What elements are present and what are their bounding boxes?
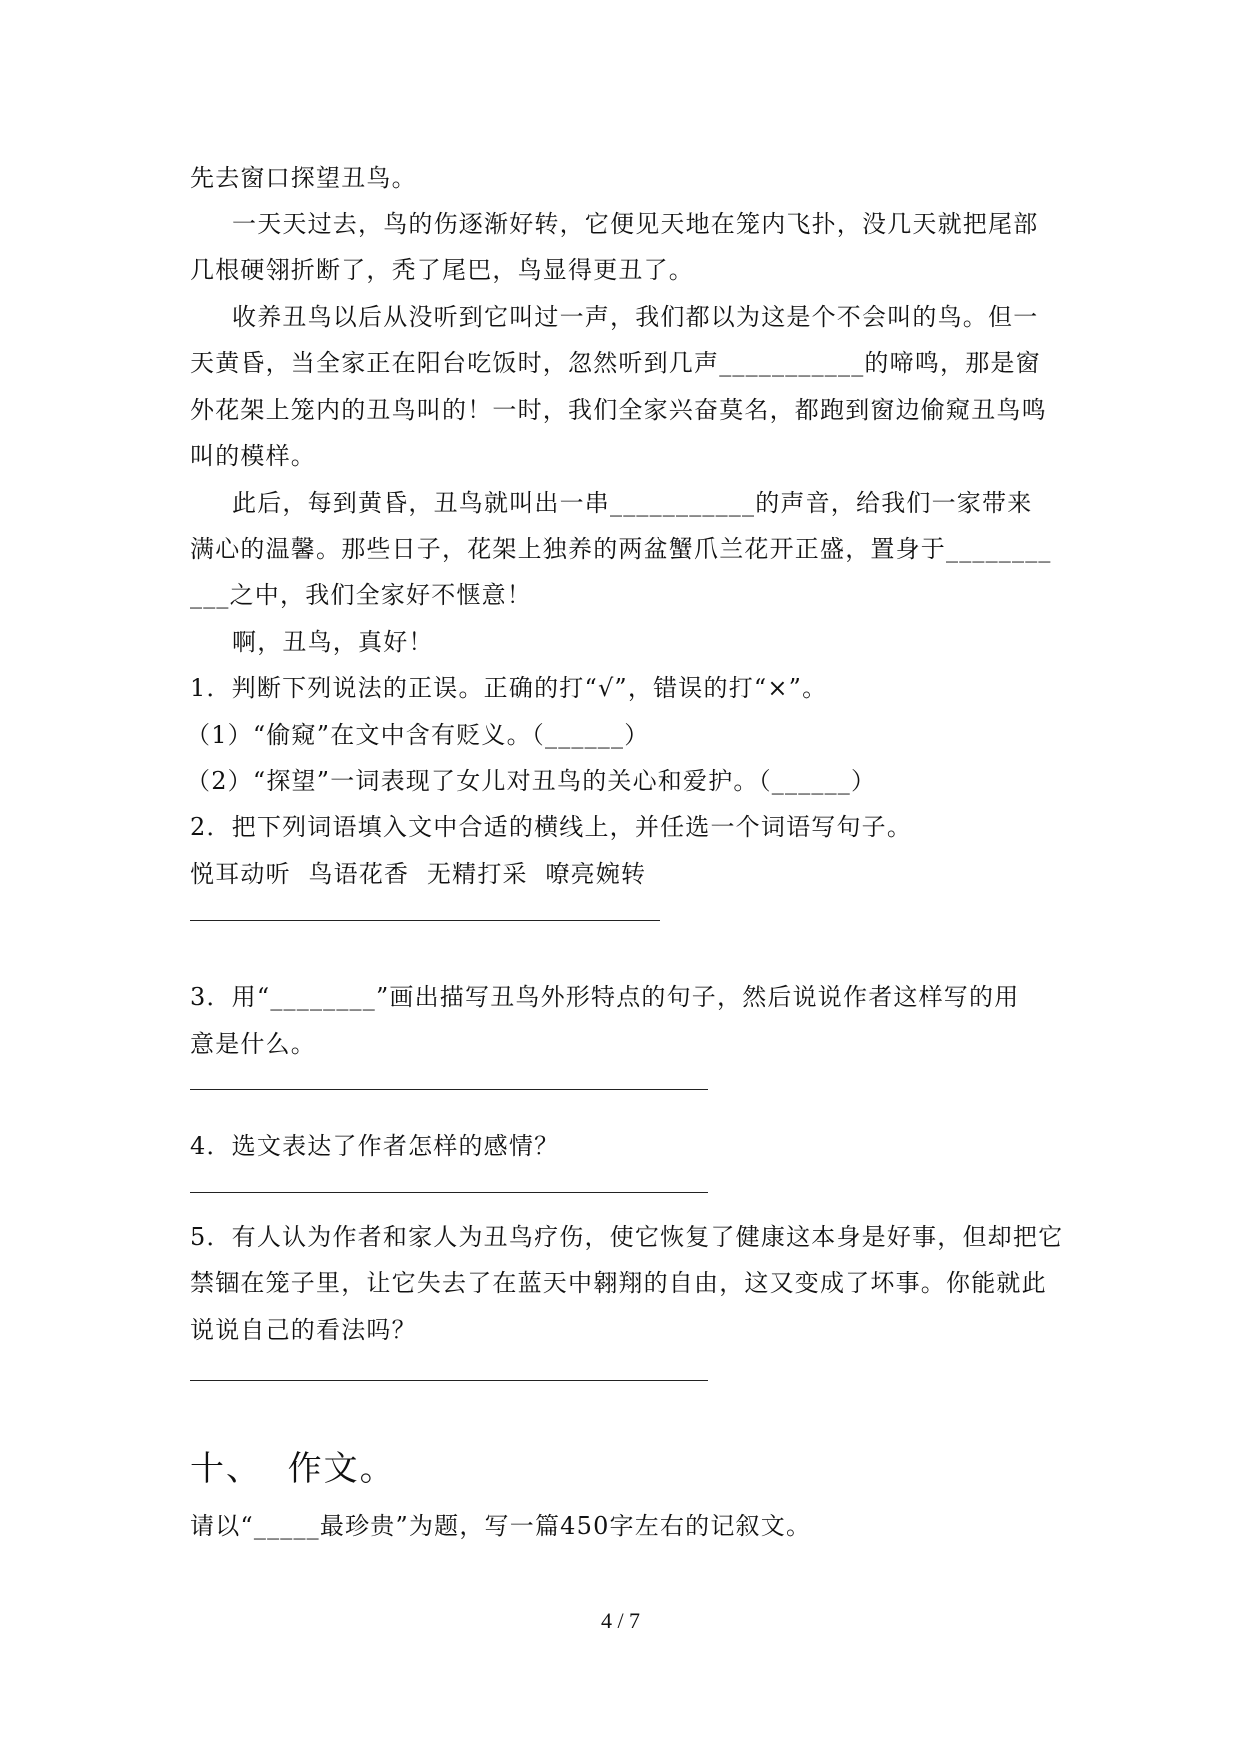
question-4: 4．选文表达了作者怎样的感情？: [190, 1132, 560, 1160]
passage-line: 啊，丑鸟，真好！: [232, 628, 434, 656]
passage-line: 满心的温馨。那些日子，花架上独养的两盆蟹爪兰花开正盛，置身于________: [190, 535, 1052, 563]
page-number: 4 / 7: [600, 1608, 641, 1633]
composition-prompt: 请以“_____最珍贵”为题，写一篇450字左右的记叙文。: [190, 1512, 812, 1540]
question-5-line-3: 说说自己的看法吗？: [190, 1316, 417, 1344]
passage-line: ___之中，我们全家好不惬意！: [190, 581, 532, 609]
answer-line[interactable]: [190, 1192, 708, 1193]
question-5-line-2: 禁锢在笼子里，让它失去了在蓝天中翱翔的自由，这又变成了坏事。你能就此: [190, 1269, 1047, 1297]
answer-line[interactable]: [190, 920, 660, 921]
question-3-line-2: 意是什么。: [190, 1030, 316, 1058]
word-bank: 悦耳动听 鸟语花香 无精打采 嘹亮婉转: [190, 860, 647, 888]
passage-line: 外花架上笼内的丑鸟叫的！一时，我们全家兴奋莫名，都跑到窗边偷窥丑鸟鸣: [190, 396, 1047, 424]
answer-line[interactable]: [190, 1380, 708, 1381]
answer-line[interactable]: [190, 1089, 708, 1090]
question-1-item-1: （1）“偷窥”在文中含有贬义。（______）: [186, 721, 650, 749]
passage-line: 天黄昏，当全家正在阳台吃饭时，忽然听到几声___________的啼鸣，那是窗: [190, 349, 1041, 377]
passage-line: 叫的模样。: [190, 442, 316, 470]
question-3: 3．用“________”画出描写丑鸟外形特点的句子，然后说说作者这样写的用: [190, 983, 1020, 1011]
question-1: 1．判断下列说法的正误。正确的打“√”，错误的打“×”。: [190, 674, 828, 702]
question-1-item-2: （2）“探望”一词表现了女儿对丑鸟的关心和爱护。（______）: [186, 767, 877, 795]
passage-line: 几根硬翎折断了，秃了尾巴，鸟显得更丑了。: [190, 256, 694, 284]
passage-line: 收养丑鸟以后从没听到它叫过一声，我们都以为这是个不会叫的鸟。但一: [232, 303, 1039, 331]
question-5: 5．有人认为作者和家人为丑鸟疗伤，使它恢复了健康这本身是好事，但却把它: [190, 1223, 1064, 1251]
passage-line: 先去窗口探望丑鸟。: [190, 164, 417, 192]
passage-line: 一天天过去，鸟的伤逐渐好转，它便见天地在笼内飞扑，没几天就把尾部: [232, 210, 1039, 238]
question-2: 2．把下列词语填入文中合适的横线上，并任选一个词语写句子。: [190, 813, 913, 841]
section-heading: 十、 作文。: [190, 1449, 396, 1489]
passage-line: 此后，每到黄昏，丑鸟就叫出一串___________的声音，给我们一家带来: [232, 489, 1033, 517]
